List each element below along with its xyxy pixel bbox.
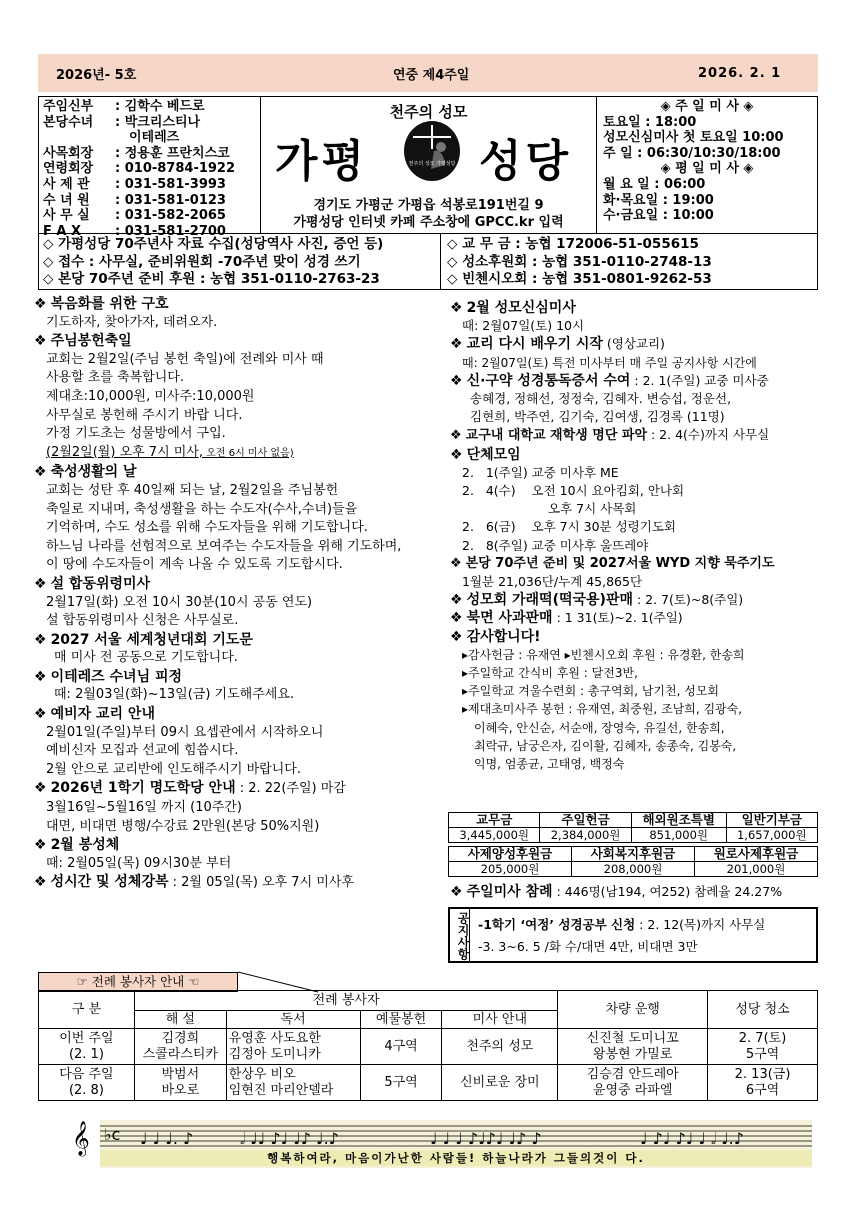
diamond-bullet-icon: ❖: [450, 446, 463, 463]
diamond-bullet-icon: ❖: [34, 837, 47, 854]
text-line: 오후 7시 사목회: [548, 501, 637, 517]
staff-role: [43, 130, 115, 146]
staff-role: 연령회장: [43, 161, 94, 177]
parish-name-right: 성당: [479, 136, 573, 187]
cell-group: 다음 주일 (2. 8): [39, 1065, 135, 1101]
svg-text:♩ ♩ ♩. ♪: ♩ ♩ ♩. ♪: [140, 1129, 194, 1148]
text-line: ▸감사헌금 : 유재연 ▸빈첸시오회 후원 : 유경환, 한송희: [462, 647, 745, 662]
cell-car: 김승겸 안드레아 윤영중 라파엘: [558, 1065, 708, 1101]
triangle-bullet-icon: ▸: [462, 666, 469, 681]
diamond-bullet-icon: ❖: [450, 300, 463, 316]
notice-label: 공지사항: [450, 909, 470, 961]
text-line: 때: 2월03일(화)~13일(금) 기도해주세요.: [54, 687, 295, 703]
donation-header: 교무금: [449, 813, 540, 828]
section-title: ❖ 교리 다시 배우기 시작 (영상교리): [450, 336, 665, 353]
liturgical-week: 연중 제4주일: [393, 67, 470, 83]
donation-value: 208,000원: [572, 862, 695, 877]
diamond-bullet-icon: ❖: [34, 575, 47, 592]
parish-name-left: 가평: [275, 136, 369, 187]
section-title: ❖ 본당 70주년 준비 및 2027서울 WYD 지향 묵주기도: [450, 555, 775, 571]
cell-offering: 5구역: [360, 1065, 442, 1101]
text-line: 이혜숙, 안신순, 서순애, 장영숙, 유길선, 한송희,: [474, 720, 725, 735]
col-header-clean: 성당 청소: [708, 991, 818, 1029]
info-strip: [38, 234, 818, 290]
staff-value: : 박크리스티나: [115, 114, 201, 130]
col-header-offering: 예물봉헌: [360, 1011, 442, 1029]
diamond-bullet-icon: ❖: [34, 464, 47, 481]
donation-header: 원로사제후원금: [695, 847, 818, 862]
text-line: 설 합동위령미사 신청은 사무실로.: [46, 613, 239, 629]
section-title: ❖ 예비자 교리 안내: [34, 706, 155, 723]
text-line: 김현희, 박주연, 김기숙, 김여생, 김경록 (11명): [470, 409, 725, 425]
svg-text:♩ ♪♩ ♪♩ ♩ 𝅗𝅥 ♩.♪: ♩ ♪♩ ♪♩ ♩ 𝅗𝅥 ♩.♪: [640, 1129, 744, 1148]
staff-role: 사 제 관: [43, 176, 90, 192]
donation-header: 해외원조특별: [631, 813, 726, 828]
text-line: 축일로 지내며, 축성생활을 하는 수도자(수사,수녀)들을: [46, 501, 358, 517]
issue-number: 2026년- 5호: [56, 67, 137, 83]
parish-logo-icon: [401, 119, 463, 183]
text-line: 제대초:10,000원, 미사주:10,000원: [46, 388, 255, 404]
section-title: ❖ 교구내 대학교 재학생 명단 파악 : 2. 4(수)까지 사무실: [450, 427, 770, 444]
top-banner: [38, 54, 818, 92]
text-line: 때: 2월07일(토) 10시: [462, 318, 585, 334]
text-line: 기억하며, 수도 성소를 위해 수도자들을 위해 기도합니다.: [46, 520, 368, 536]
diamond-bullet-icon: ❖: [450, 610, 463, 627]
staff-contacts: [39, 97, 261, 239]
text-line: 3월16일~5월16일 까지 (10주간): [46, 800, 242, 816]
text-line: 2. 8(주일) 교중 미사후 울뜨레야: [462, 537, 649, 553]
issue-date: 2026. 2. 1: [698, 65, 782, 81]
staff-row: [43, 208, 256, 224]
section-title: ❖ 복음화를 위한 구호: [34, 296, 169, 312]
diamond-bullet-icon: ❖: [34, 333, 47, 350]
svg-text:♩ ♩ ♩ ♪♩♪♩ ♩♪ ♪: ♩ ♩ ♩ ♪♩♪♩ ♩♪ ♪: [430, 1129, 542, 1148]
service-table: [38, 990, 818, 1101]
left-column: [34, 295, 444, 893]
triangle-bullet-icon: ▸: [462, 647, 469, 662]
staff-row: [43, 99, 256, 115]
triangle-bullet-icon: ▸: [462, 684, 469, 699]
info-line: ◇ 본당 70주년 준비 후원 : 농협 351-0110-2763-23: [43, 271, 380, 287]
donation-value: 851,000원: [631, 828, 726, 843]
text-line: 때: 2월05일(목) 09시30분 부터: [46, 855, 232, 871]
section-title: ❖ 감사합니다!: [450, 628, 541, 645]
section-title: ❖ 단체모임: [450, 446, 521, 463]
cell-car: 신진철 도미니꼬 왕봉현 가밀로: [558, 1029, 708, 1065]
title-tab-slant-icon: [238, 972, 318, 992]
staff-value: : 정용훈 프란치스코: [115, 145, 230, 161]
donation-value: 205,000원: [449, 862, 572, 877]
parish-address: 경기도 가평군 가평읍 석봉로191번길 9: [313, 198, 544, 213]
staff-role: 수 녀 원: [43, 192, 90, 208]
text-line: ▸주일학교 간식비 후원 : 달전3반,: [462, 666, 638, 681]
staff-role: 사 무 실: [43, 208, 90, 224]
masthead-subtitle: 천주의 성모: [389, 103, 468, 121]
weekday-mass-line: 수·금요일 : 10:00: [603, 208, 714, 224]
text-line: 가정 기도초는 성물방에서 구입.: [46, 426, 226, 442]
notice-box: [448, 907, 818, 963]
notice-line: -3. 3~6. 5 /화 수/대면 4만, 비대면 3만: [478, 939, 698, 954]
staff-role: F A X: [43, 223, 82, 239]
svg-text:𝄞: 𝄞: [72, 1121, 90, 1156]
sunday-mass-line: 성모신심미사 첫 토요일 10:00: [603, 130, 784, 146]
staff-value: : 010-8784-1922: [115, 161, 236, 177]
section-title: ❖ 축성생활의 날: [34, 464, 137, 481]
text-line: 이 땅에 수도자들이 계속 나올 수 있도록 기도합시다.: [46, 557, 343, 573]
text-line: 1월분 21,036단/누계 45,865단: [462, 574, 643, 590]
diamond-bullet-icon: ❖: [450, 428, 462, 444]
section-title: ❖ 2027 서울 세계청년대회 기도문: [34, 631, 253, 648]
account-line: ◇ 성소후원회 : 농협 351-0110-2748-13: [447, 253, 712, 270]
staff-value: : 031-581-3993: [115, 176, 226, 192]
donation-value: 1,657,000원: [726, 828, 817, 843]
diamond-bullet-icon: ❖: [450, 884, 463, 900]
right-column: [450, 299, 824, 773]
text-line: 2월01일(주일)부터 09시 요셉관에서 시작하오니: [46, 724, 324, 740]
cell-clean: 2. 13(금) 6구역: [708, 1065, 818, 1101]
account-line: ◇ 교 무 금 : 농협 172006-51-055615: [447, 236, 699, 252]
section-title: ❖ 2월 봉성체: [34, 837, 120, 854]
staff-row: [43, 161, 256, 177]
text-line: 2. 4(수) 오전 10시 요아킴회, 안나회: [462, 483, 685, 499]
cell-group: 이번 주일 (2. 1): [39, 1029, 135, 1065]
text-line: 익명, 엄종균, 고태영, 백정숙: [474, 757, 625, 772]
section-title: ❖ 북면 사과판매 : 1 31(토)~2. 1(주일): [450, 610, 683, 627]
diamond-bullet-icon: ❖: [34, 780, 47, 797]
staff-value: : 031-581-0123: [115, 192, 226, 208]
staff-role: 주임신부: [43, 99, 94, 114]
text-line: 교회는 2월2일(주님 봉헌 축일)에 전례와 미사 때: [46, 351, 324, 367]
staff-value: : 031-582-2065: [115, 208, 226, 224]
section-title: ❖ 신·구약 성경통독증서 수여 : 2. 1(주일) 교중 미사중: [450, 372, 769, 389]
lyric-line: 행복하여라, 마음이가난한 사람들! 하늘나라가 그들의것이 다.: [100, 1150, 812, 1166]
col-header-comment: 해 설: [134, 1011, 226, 1029]
weekday-mass-title: ◈ 평 일 미 사 ◈: [660, 161, 754, 177]
section-title: ❖ 2월 성모신심미사: [450, 300, 576, 316]
donation-header: 사제양성후원금: [449, 847, 572, 862]
cell-offering: 4구역: [360, 1029, 442, 1065]
internet-cafe: 가평성당 인터넷 카페 주소창에 GPCC.kr 입력: [293, 215, 564, 230]
music-notes-icon: [72, 1120, 812, 1156]
staff-row: [43, 177, 256, 193]
weekday-mass-line: 월 요 일 : 06:00: [603, 176, 706, 192]
text-line: 기도하자, 찾아가자, 데려오자.: [46, 314, 218, 330]
text-line: 대면, 비대면 병행/수강료 2만원(본당 50%지원): [46, 818, 320, 834]
donation-value: 2,384,000원: [540, 828, 631, 843]
table-row: [39, 1065, 818, 1101]
staff-role: 사목회장: [43, 145, 94, 161]
donation-table-1: [448, 812, 818, 843]
col-header-group: 구 분: [39, 991, 135, 1029]
info-line: ◇ 가평성당 70주년사 자료 수집(성당역사 사진, 증언 등): [43, 236, 384, 252]
sunday-mass-line: 토요일 : 18:00: [603, 114, 697, 130]
masthead-center: [261, 97, 597, 233]
donation-header: 사회복지후원금: [572, 847, 695, 862]
donation-value: 201,000원: [695, 862, 818, 877]
logo-text: 천주의 성모 가평성당: [408, 161, 456, 167]
col-header-guide: 미사 안내: [442, 1011, 558, 1029]
diamond-bullet-icon: ❖: [34, 631, 47, 648]
diamond-bullet-icon: ❖: [450, 555, 462, 571]
text-line: 2월17일(화) 오전 10시 30분(10시 공동 연도): [46, 594, 313, 610]
cell-reading: 유영훈 사도요한 김정아 도미니카: [226, 1029, 360, 1065]
cell-clean: 2. 7(토) 5구역: [708, 1029, 818, 1065]
text-line: 교회는 성탄 후 40일째 되는 날, 2월2일을 주님봉헌: [46, 482, 339, 498]
sunday-mass-title: ◈ 주 일 미 사 ◈: [660, 99, 754, 114]
info-line: ◇ 접수 : 사무실, 준비위원회 -70주년 맞이 성경 쓰기: [43, 253, 361, 270]
col-header-liturgy: 전례 봉사자: [134, 991, 557, 1011]
diamond-bullet-icon: ❖: [34, 296, 47, 312]
staff-row: [43, 193, 256, 209]
text-line: ▸주일학교 겨울수련회 : 총구역회, 남기천, 성모회: [462, 684, 720, 699]
triangle-bullet-icon: ▸: [462, 702, 469, 717]
cell-guide: 신비로운 장미: [442, 1065, 558, 1101]
text-line: 송혜경, 정해선, 정정숙, 김혜자. 변승섭, 정운선,: [470, 391, 732, 407]
text-line: 최락규, 남궁은자, 김이활, 김혜자, 송종숙, 김봉숙,: [474, 738, 737, 753]
text-line: 매 미사 전 공동으로 기도합니다.: [54, 650, 238, 666]
bank-accounts: [441, 234, 817, 289]
cell-guide: 천주의 성모: [442, 1029, 558, 1065]
donation-header: 일반기부금: [726, 813, 817, 828]
donation-value: 3,445,000원: [449, 828, 540, 843]
col-header-reading: 독서: [226, 1011, 360, 1029]
staff-value: : 김학수 베드로: [115, 99, 205, 114]
section-title: ❖ 주님봉헌축일: [34, 333, 132, 350]
text-line: 2월 안으로 교리반에 인도해주시기 바랍니다.: [46, 761, 301, 777]
diamond-bullet-icon: ❖: [450, 592, 463, 609]
col-header-car: 차량 운행: [558, 991, 708, 1029]
attendance: ❖ 주일미사 참례 : 446명(남194, 여252) 참례율 24.27%: [450, 884, 783, 900]
staff-value: : 031-581-2700: [115, 223, 226, 239]
diamond-bullet-icon: ❖: [450, 372, 463, 389]
text-line: 사용할 초를 축복합니다.: [46, 370, 184, 386]
account-line: ◇ 빈첸시오회 : 농협 351-0801-9262-53: [447, 271, 712, 287]
weekday-mass-line: 화·목요일 : 19:00: [603, 192, 714, 208]
svg-text:𝅗𝅥 ♩♩ ♪♩ ♩♪ ♩.♪: 𝅗𝅥 ♩♩ ♪♩ ♩♪ ♩.♪: [240, 1129, 339, 1148]
diamond-bullet-icon: ❖: [450, 336, 463, 353]
staff-row: [43, 115, 256, 131]
masthead-block: [38, 96, 818, 239]
table-row: [39, 1029, 818, 1065]
text-line: 때: 2월07일(토) 특전 미사부터 매 주일 공지사항 시간에: [462, 355, 757, 370]
text-line: 하느님 나라를 선험적으로 보여주는 수도자들을 위해 기도하며,: [46, 538, 402, 554]
text-line: 2. 1(주일) 교중 미사후 ME: [462, 464, 619, 480]
staff-role: 본당수녀: [43, 114, 94, 130]
text-line: 예비신자 모집과 선교에 힘씁시다.: [46, 743, 239, 759]
mass-times: [597, 97, 817, 233]
anniversary-info: [39, 234, 441, 289]
cell-comment: 김경희 스콜라스티카: [134, 1029, 226, 1065]
diamond-bullet-icon: ❖: [34, 874, 47, 891]
text-line: 2. 6(금) 오후 7시 30분 성령기도회: [462, 519, 676, 535]
sunday-mass-line: 주 일 : 06:30/10:30/18:00: [603, 145, 781, 161]
section-title: ❖ 2026년 1학기 명도학당 안내 : 2. 22(주일) 마감: [34, 780, 346, 797]
cell-comment: 박범서 바오로: [134, 1065, 226, 1101]
donation-header: 주일헌금: [540, 813, 631, 828]
notice-line: -1학기 ‘여정’ 성경공부 신청 : 2. 12(목)까지 사무실: [478, 917, 766, 932]
staff-row: [43, 130, 256, 146]
diamond-bullet-icon: ❖: [450, 628, 463, 645]
section-title: ❖ 성모회 가래떡(떡국용)판매 : 2. 7(토)~8(주일): [450, 592, 744, 609]
diamond-bullet-icon: ❖: [34, 706, 47, 723]
cell-reading: 한상우 비오 임현진 마리안델라: [226, 1065, 360, 1101]
text-line: 사무실로 봉헌해 주시기 바랍 니다.: [46, 407, 243, 423]
text-line: ▸제대초미사주 봉헌 : 유재연, 최중원, 조남희, 김광숙,: [462, 702, 743, 717]
section-title: ❖ 성시간 및 성체강복 : 2월 05일(목) 오후 7시 미사후: [34, 874, 354, 891]
svg-text:♭c: ♭c: [104, 1125, 121, 1144]
donation-table-2: [448, 846, 818, 877]
section-title: ❖ 이테레즈 수녀님 피정: [34, 668, 183, 685]
text-line: (2월2일(월) 오후 7시 미사, 오전 6시 미사 없음): [46, 444, 294, 460]
section-title: ❖ 설 합동위령미사: [34, 575, 151, 592]
staff-value: 이테레즈: [129, 130, 180, 146]
staff-row: [43, 146, 256, 162]
service-table-title: ☞ 전례 봉사자 안내 ☜: [38, 972, 238, 992]
diamond-bullet-icon: ❖: [34, 668, 47, 685]
